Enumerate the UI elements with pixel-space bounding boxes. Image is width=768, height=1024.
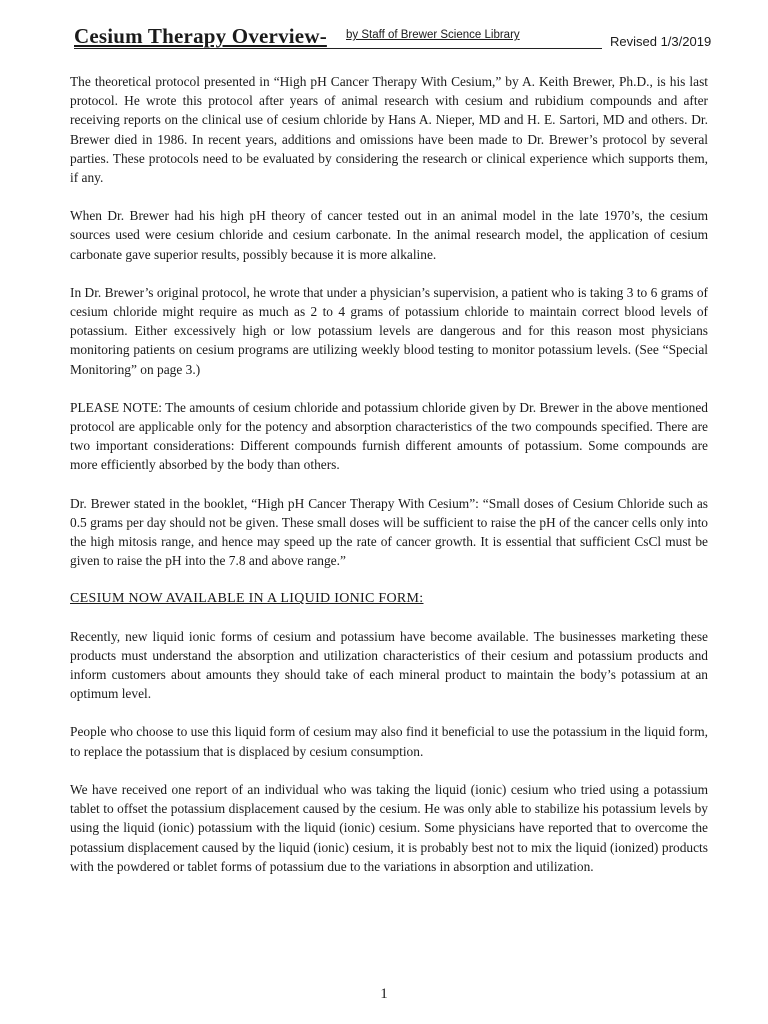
paragraph-animal-model: When Dr. Brewer had his high pH theory of cancer tested out in an animal model in the late 1970’s, the cesium sources used were cesium chloride and cesium carbonate. In the animal research model, the application of cesium carbonate gave superior results, possibly because it is more alkaline. xyxy=(70,208,708,262)
document-header xyxy=(74,24,724,54)
header-underline xyxy=(74,48,602,49)
paragraph-new-liquid-forms: Recently, new liquid ionic forms of cesium and potassium have become available. The businesses marketing these products must understand the absorption and utilization characteristics of their cesium and potassium products and inform customers about amounts they should take of each mineral product to maintain the body’s potassium at an optimum level. xyxy=(70,628,708,702)
paragraph-small-doses: Dr. Brewer stated in the booklet, “High pH Cancer Therapy With Cesium”: “Small doses of Cesium Chloride such as 0.5 grams per day should not be given. These small doses will be sufficient to raise the pH of the cancer cells only into the high mitosis range, and hence may speed up the rate of cancer growth. It is essential that sufficient CsCl must be given to raise the pH into the 7.8 and above range.” xyxy=(70,495,708,569)
paragraph-liquid-potassium: People who choose to use this liquid form of cesium may also find it beneficial to use the potassium in the liquid form, to replace the potassium that is displaced by cesium consumption. xyxy=(70,724,708,759)
page-number: 1 xyxy=(380,986,388,1002)
paragraph-protocol-intro: The theoretical protocol presented in “High pH Cancer Therapy With Cesium,” by A. Keith Brewer, Ph.D., is his last protocol. He wrote this protocol after years of animal research with cesium and rubidium compounds and after receiving reports on the clinical use of cesium chloride by Hans A. Nieper, MD and H. E. Sartori, MD and others. Dr. Brewer died in 1986. In recent years, additions and omissions have been made to Dr. Brewer’s protocol by several parties. These protocols need to be evaluated by considering the research or clinical experience which supports them, if any. xyxy=(70,74,708,186)
section-heading-liquid-ionic: CESIUM NOW AVAILABLE IN A LIQUID IONIC FORM: xyxy=(70,591,424,607)
byline: by Staff of Brewer Science Library xyxy=(346,29,520,41)
document-body xyxy=(70,72,708,895)
paragraph-original-protocol: In Dr. Brewer’s original protocol, he wrote that under a physician’s supervision, a patient who is taking 3 to 6 grams of cesium chloride might require as much as 2 to 4 grams of potassium chloride to maintain correct blood levels of potassium. Either excessively high or low potassium levels are dangerous and for this reason most physicians monitoring patients on cesium programs are utilizing weekly blood testing to monitor potassium levels. (See “Special Monitoring” on page 3.) xyxy=(70,284,708,377)
revision-date: Revised 1/3/2019 xyxy=(610,34,712,49)
paragraph-individual-report: We have received one report of an individual who was taking the liquid (ionic) cesium who tried using a potassium tablet to offset the potassium displacement caused by the cesium. He was only able to stabilize his potassium levels by using the liquid (ionic) potassium with the liquid (ionic) cesium. Some physicians have reported that to overcome the potassium displacement caused by the liquid (ionic) cesium, it is probably best not to mix the liquid (ionized) products with the powdered or tablet forms of potassium due to the variations in absorption and utilization. xyxy=(70,781,708,874)
document-title: Cesium Therapy Overview- xyxy=(74,24,327,48)
paragraph-please-note: PLEASE NOTE: The amounts of cesium chloride and potassium chloride given by Dr. Brewer in the above mentioned protocol are applicable only for the potency and absorption characteristics of the two compounds specified. There are two important considerations: Different compounds furnish different amounts of potassium. Some compounds are more efficiently absorbed by the body than others. xyxy=(70,399,708,473)
